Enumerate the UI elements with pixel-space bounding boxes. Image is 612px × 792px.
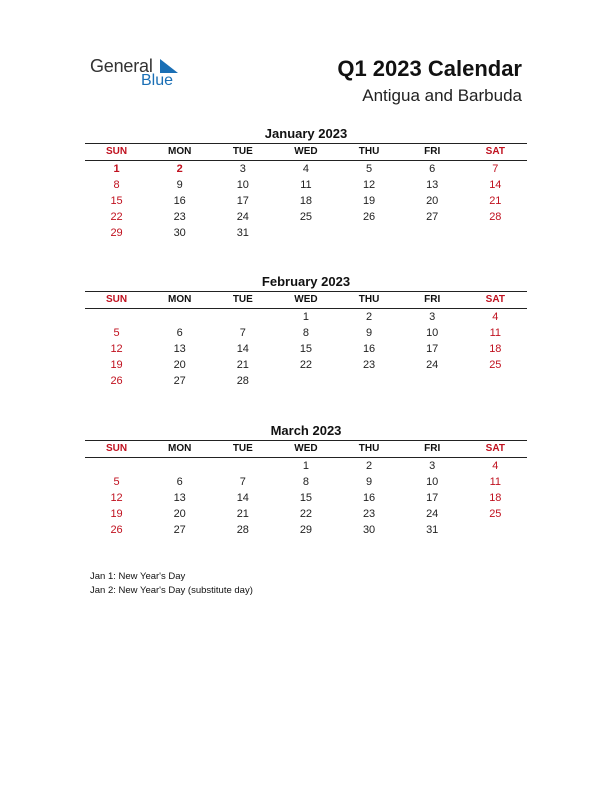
day-cell: 23 — [362, 359, 376, 371]
weekday-label: SUN — [106, 146, 128, 157]
day-cell: 26 — [110, 375, 123, 387]
day-cell: 19 — [110, 359, 123, 371]
day-cell: 25 — [489, 508, 502, 520]
day-cell: 15 — [299, 343, 313, 355]
weekday-label: SUN — [106, 443, 128, 454]
brand-logo — [90, 56, 200, 96]
day-cell: 13 — [173, 343, 186, 355]
day-cell — [464, 225, 527, 241]
day-cell: 31 — [236, 227, 249, 239]
day-cell: 30 — [362, 524, 376, 536]
day-cell: 5 — [113, 327, 120, 339]
day-cell: 9 — [366, 327, 373, 339]
weekday-header-row — [85, 143, 527, 161]
week-row — [85, 474, 527, 490]
day-cell: 24 — [426, 359, 439, 371]
day-cell — [211, 458, 274, 474]
day-cell: 20 — [173, 359, 186, 371]
day-cell: 7 — [492, 163, 499, 175]
week-row — [85, 490, 527, 506]
month-title: January 2023 — [264, 126, 348, 141]
page-subtitle: Antigua and Barbuda — [362, 86, 522, 105]
day-cell: 22 — [110, 211, 123, 223]
day-cell: 8 — [302, 327, 309, 339]
day-cell: 14 — [489, 179, 502, 191]
day-cell: 6 — [176, 476, 183, 488]
day-cell: 26 — [362, 211, 376, 223]
weekday-label: TUE — [232, 146, 253, 157]
day-cell — [148, 309, 211, 325]
day-cell: 21 — [236, 359, 249, 371]
day-cell: 12 — [110, 343, 123, 355]
logo-text-blue: Blue — [141, 72, 174, 89]
day-cell — [274, 373, 337, 389]
week-row — [85, 458, 527, 474]
day-cell: 12 — [362, 179, 376, 191]
day-cell: 21 — [489, 195, 502, 207]
day-cell: 5 — [366, 163, 373, 175]
day-cell: 9 — [176, 179, 183, 191]
week-row — [85, 522, 527, 538]
day-cell: 18 — [489, 343, 502, 355]
day-cell: 23 — [362, 508, 376, 520]
day-cell — [338, 373, 401, 389]
day-cell: 11 — [489, 476, 502, 488]
week-row — [85, 325, 527, 341]
day-cell: 2 — [366, 460, 373, 472]
month-block — [85, 125, 527, 241]
week-row — [85, 357, 527, 373]
day-cell: 25 — [489, 359, 502, 371]
day-cell — [274, 225, 337, 241]
day-cell: 18 — [299, 195, 313, 207]
day-cell: 3 — [429, 311, 436, 323]
week-row — [85, 177, 527, 193]
day-cell — [148, 458, 211, 474]
month-block — [85, 273, 527, 389]
day-cell: 27 — [173, 375, 186, 387]
header — [337, 56, 522, 107]
weekday-label: THU — [358, 146, 380, 157]
month-block — [85, 422, 527, 538]
holiday-item: Jan 2: New Year's Day (substitute day) — [90, 585, 253, 596]
weekday-label: THU — [358, 443, 380, 454]
day-cell: 1 — [302, 460, 309, 472]
weekday-label: FRI — [424, 443, 441, 454]
day-cell: 14 — [236, 492, 249, 504]
day-cell: 13 — [426, 179, 439, 191]
week-row — [85, 209, 527, 225]
day-cell: 8 — [113, 179, 120, 191]
day-cell: 11 — [489, 327, 502, 339]
weekday-label: TUE — [232, 443, 253, 454]
day-cell: 29 — [110, 227, 123, 239]
day-cell: 11 — [300, 179, 312, 191]
day-cell: 25 — [299, 211, 313, 223]
day-cell: 28 — [236, 375, 249, 387]
day-cell: 13 — [173, 492, 186, 504]
day-cell: 12 — [110, 492, 123, 504]
weekday-label: SUN — [106, 294, 128, 305]
weekday-label: SAT — [485, 294, 505, 305]
day-cell — [338, 225, 401, 241]
day-cell: 5 — [113, 476, 120, 488]
week-row — [85, 341, 527, 357]
day-cell: 15 — [110, 195, 123, 207]
day-cell: 24 — [236, 211, 249, 223]
day-cell: 22 — [299, 359, 313, 371]
day-cell — [464, 522, 527, 538]
day-cell: 16 — [362, 343, 376, 355]
weekday-label: FRI — [424, 294, 441, 305]
day-cell: 6 — [176, 327, 183, 339]
day-cell: 15 — [299, 492, 313, 504]
day-cell: 31 — [426, 524, 439, 536]
weekday-header-row — [85, 440, 527, 458]
day-cell: 1 — [302, 311, 309, 323]
day-cell: 28 — [236, 524, 249, 536]
day-cell: 19 — [110, 508, 123, 520]
day-cell: 14 — [236, 343, 249, 355]
week-row — [85, 506, 527, 522]
day-cell: 16 — [173, 195, 186, 207]
day-cell — [464, 373, 527, 389]
day-cell: 4 — [492, 460, 499, 472]
day-cell: 30 — [173, 227, 186, 239]
day-cell: 16 — [362, 492, 376, 504]
day-cell: 17 — [236, 195, 249, 207]
day-cell — [85, 458, 148, 474]
week-row — [85, 193, 527, 209]
holiday-list — [90, 570, 253, 598]
logo-text-general: General — [90, 56, 153, 76]
day-cell: 1 — [113, 163, 120, 175]
day-cell: 20 — [426, 195, 439, 207]
day-cell: 2 — [366, 311, 373, 323]
day-cell: 17 — [426, 343, 439, 355]
day-cell: 7 — [239, 327, 246, 339]
weekday-label: SAT — [485, 443, 505, 454]
day-cell — [401, 225, 464, 241]
week-row — [85, 225, 527, 241]
weekday-label: TUE — [232, 294, 253, 305]
day-cell: 4 — [492, 311, 499, 323]
day-cell: 3 — [239, 163, 246, 175]
day-cell: 10 — [236, 179, 249, 191]
weekday-label: MON — [168, 294, 192, 305]
week-row — [85, 161, 527, 177]
day-cell: 18 — [489, 492, 502, 504]
weekday-label: MON — [168, 443, 192, 454]
day-cell: 19 — [362, 195, 376, 207]
day-cell: 24 — [426, 508, 439, 520]
day-cell: 7 — [239, 476, 246, 488]
day-cell: 17 — [426, 492, 439, 504]
day-cell — [401, 373, 464, 389]
weekday-label: WED — [294, 443, 318, 454]
weekday-label: FRI — [424, 146, 441, 157]
day-cell: 10 — [426, 476, 439, 488]
week-row — [85, 309, 527, 325]
day-cell — [85, 309, 148, 325]
weekday-header-row — [85, 291, 527, 309]
day-cell: 26 — [110, 524, 123, 536]
day-cell: 4 — [302, 163, 309, 175]
week-row — [85, 373, 527, 389]
weekday-label: WED — [294, 146, 318, 157]
day-cell — [211, 309, 274, 325]
day-cell: 3 — [429, 460, 436, 472]
day-cell: 23 — [173, 211, 186, 223]
month-title: March 2023 — [270, 423, 342, 438]
holiday-item: Jan 1: New Year's Day — [90, 571, 186, 582]
weekday-label: THU — [358, 294, 380, 305]
day-cell: 10 — [426, 327, 439, 339]
day-cell: 28 — [489, 211, 502, 223]
day-cell: 8 — [302, 476, 309, 488]
day-cell: 6 — [429, 163, 436, 175]
day-cell: 2 — [176, 163, 183, 175]
weekday-label: SAT — [485, 146, 505, 157]
day-cell: 27 — [426, 211, 439, 223]
weekday-label: MON — [168, 146, 192, 157]
day-cell: 22 — [299, 508, 313, 520]
day-cell: 27 — [173, 524, 186, 536]
weekday-label: WED — [294, 294, 318, 305]
day-cell: 21 — [236, 508, 249, 520]
day-cell: 9 — [366, 476, 373, 488]
month-title: February 2023 — [261, 274, 351, 289]
page-title: Q1 2023 Calendar — [337, 56, 522, 81]
day-cell: 20 — [173, 508, 186, 520]
day-cell: 29 — [299, 524, 313, 536]
